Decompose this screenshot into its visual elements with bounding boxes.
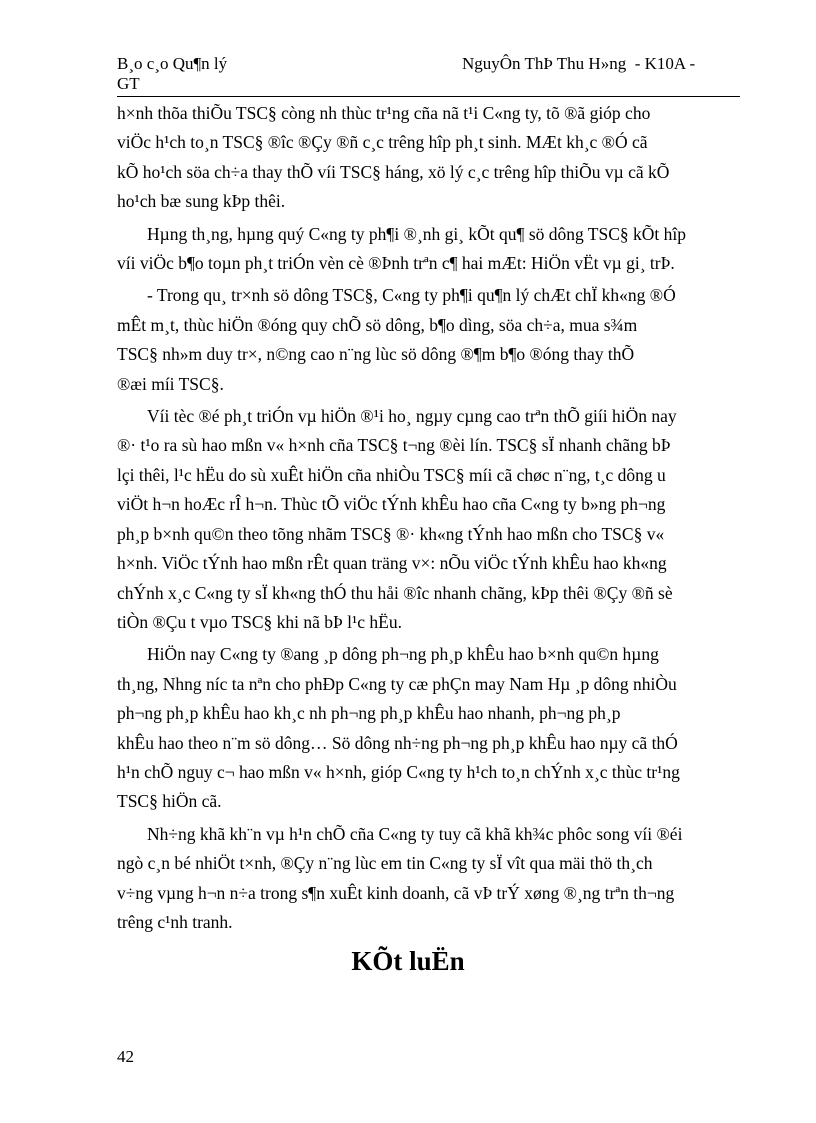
page-header	[117, 54, 740, 98]
paragraph-6: Nh÷ng khã kh¨n vµ h¹n chÕ cña C«ng ty tuy cã khã kh¾c phôc song víi ®éi ngò c¸n bé nhiÖt t×nh, ®Çy n¨ng lùc em tin C«ng ty sÏ vît qua mäi thö th¸ch v÷ng vµng h¬n n÷a trong s¶n xuÊt kinh doanh, cã vÞ trÝ xøng ®¸ng trªn th¬ng trêng c¹nh tranh.	[117, 823, 683, 932]
paragraph-1: h×nh thõa thiÕu TSC§ còng nh thùc tr¹ng cña nã t¹i C«ng ty, tõ ®ã gióp cho viÖc h¹ch to¸n TSC§ ®îc ®Çy ®ñ c¸c trêng hîp ph¸t sinh. MÆt kh¸c ®Ó cã kÕ ho¹ch söa ch÷a thay thÕ víi TSC§ háng, xö lý c¸c trêng hîp thiÕu vµ cã kÕ ho¹ch bæ sung kÞp thêi.	[117, 103, 670, 212]
paragraph-4: Víi tèc ®é ph¸t triÓn vµ hiÖn ®¹i ho¸ ngµy cµng cao trªn thÕ giíi hiÖn nay ®· t¹o ra sù hao mßn v« h×nh cña TSC§ t¬ng ®èi lín. TSC§ sÏ nhanh chãng bÞ lçi thêi, l¹c hËu do sù xuÊt hiÖn cña nhiÒu TSC§ míi cã chøc n¨ng, t¸c dông u viÖt h¬n hoÆc rÎ h¬n. Thùc tÕ viÖc tÝnh khÊu hao cña C«ng ty b»ng ph¬ng ph¸p b×nh qu©n theo tõng nhãm TSC§ ®· kh«ng tÝnh hao mßn cho TSC§ v« h×nh. ViÖc tÝnh hao mßn rÊt quan träng v×: nÕu viÖc tÝnh khÊu hao kh«ng chÝnh x¸c C«ng ty sÏ kh«ng thÓ thu håi ®îc nhanh chãng, kÞp thêi ®Çy ®ñ sè tiÒn ®Çu t vµo TSC§ khi nã bÞ l¹c hËu.	[117, 406, 677, 632]
header-author: NguyÔn ThÞ Thu H»ng - K10A -	[462, 54, 696, 73]
paragraph-3: - Trong qu¸ tr×nh sö dông TSC§, C«ng ty ph¶i qu¶n lý chÆt chÏ kh«ng ®Ó mÊt m¸t, thùc hiÖn ®óng quy chÕ sö dông, b¶o dìng, söa ch÷a, mua s¾m TSC§ nh»m duy tr×, n©ng cao n¨ng lùc sö dông ®¶m b¶o ®óng thay thÕ ®æi míi TSC§.	[117, 285, 676, 394]
header-report-title: B¸o c¸o Qu¶n lý GT	[117, 54, 228, 93]
header-divider	[117, 96, 740, 97]
page-number: 42	[117, 1047, 134, 1066]
paragraph-2: Hµng th¸ng, hµng quý C«ng ty ph¶i ®¸nh gi¸ kÕt qu¶ sö dông TSC§ kÕt hîp víi viÖc b¶o toµn ph¸t triÓn vèn cè ®Þnh trªn c¶ hai mÆt: HiÖn vËt vµ gi¸ trÞ.	[117, 223, 687, 274]
body-text	[117, 99, 740, 940]
paragraph-5: HiÖn nay C«ng ty ®ang ¸p dông ph¬ng ph¸p khÊu hao b×nh qu©n hµng th¸ng, Nhng níc ta nªn cho phÐp C«ng ty cæ phÇn may Nam Hµ ¸p dông nhiÒu ph¬ng ph¸p khÊu hao kh¸c nh ph¬ng ph¸p khÊu hao nhanh, ph¬ng ph¸p khÊu hao theo n¨m sö dông… Sö dông nh÷ng ph¬ng ph¸p khÊu hao nµy cã thÓ h¹n chÕ nguy c¬ hao mßn v« h×nh, gióp C«ng ty h¹ch to¸n chÝnh x¸c thùc tr¹ng TSC§ hiÖn cã.	[117, 644, 680, 812]
section-title: KÕt luËn	[351, 946, 465, 976]
